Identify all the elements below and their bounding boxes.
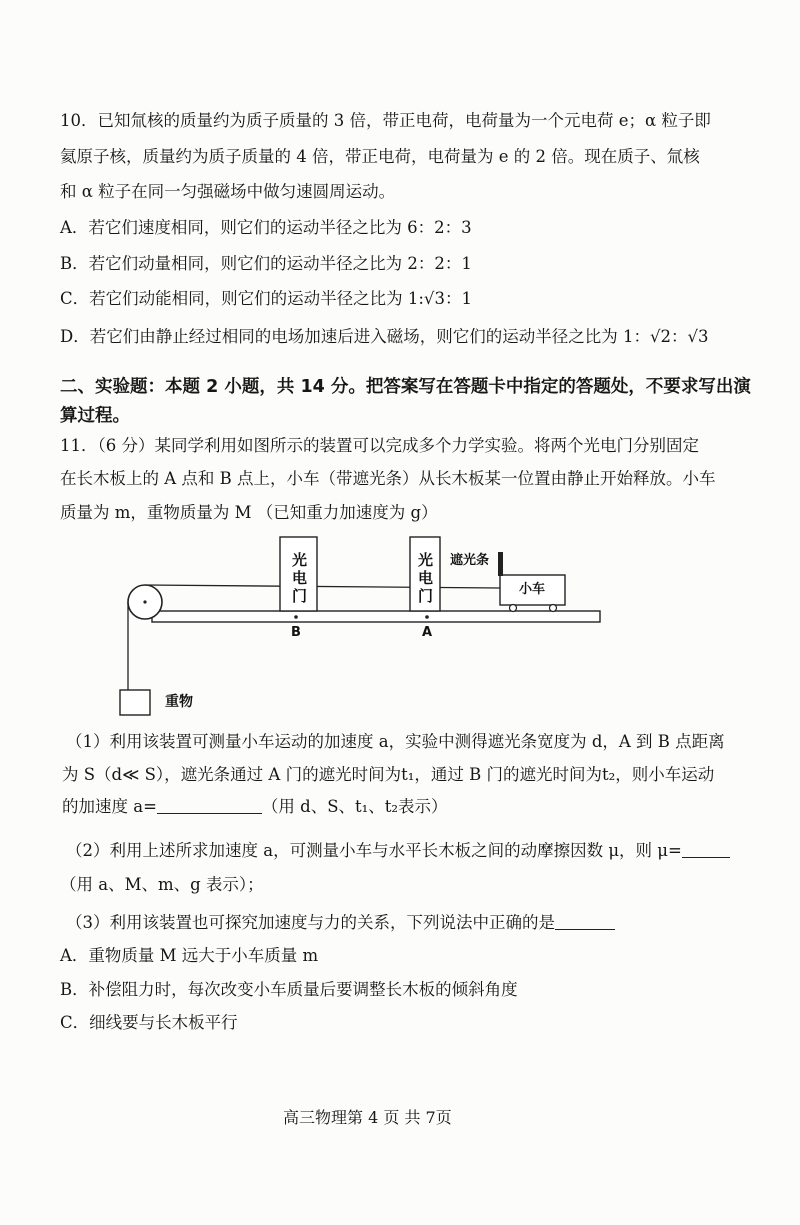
apparatus-figure bbox=[100, 528, 620, 723]
option-label: A． bbox=[60, 218, 89, 237]
point-a-dot bbox=[425, 615, 429, 619]
q10-option-d bbox=[60, 327, 709, 347]
q11-part2-line bbox=[66, 841, 730, 861]
option-label: C． bbox=[60, 1013, 90, 1032]
answer-hint: （用 d、S、t₁、t₂表示） bbox=[261, 797, 448, 816]
q11-stem-line: 在长木板上的 A 点和 B 点上，小车（带遮光条）从长木板某一位置由静止开始释放。小车 bbox=[60, 469, 716, 488]
option-label: B． bbox=[60, 980, 89, 999]
cart-wheel-rear bbox=[510, 605, 517, 612]
q11-part3-line bbox=[66, 913, 615, 933]
q10-option-b bbox=[60, 254, 472, 274]
option-text: 若它们速度相同，则它们的运动半径之比为 6：2：3 bbox=[88, 218, 472, 237]
q11-part3-option-a bbox=[60, 946, 318, 966]
upper-string bbox=[145, 585, 500, 588]
long-board bbox=[152, 611, 600, 622]
option-text: 若它们动能相同，则它们的运动半径之比为 1:√3：1 bbox=[89, 289, 472, 308]
cart-wheel-front bbox=[550, 605, 557, 612]
option-text: 若它们动量相同，则它们的运动半径之比为 2：2：1 bbox=[88, 254, 472, 273]
option-label: C． bbox=[60, 289, 90, 308]
shading-strip bbox=[498, 552, 503, 576]
q11-part3-option-c bbox=[60, 1013, 238, 1033]
option-label: D． bbox=[60, 327, 90, 346]
option-label: A． bbox=[60, 946, 89, 965]
option-text: 补偿阻力时，每次改变小车质量后要调整长木板的倾斜角度 bbox=[88, 980, 518, 999]
shading-strip-label: 遮光条 bbox=[450, 553, 490, 568]
question-text: （2）利用上述所求加速度 a，可测量小车与水平长木板之间的动摩擦因数 μ，则 μ= bbox=[66, 841, 682, 860]
q11-part3-option-b bbox=[60, 980, 518, 1000]
q10-stem-line: 和 α 粒子在同一匀强磁场中做匀速圆周运动。 bbox=[60, 182, 396, 201]
option-label: B． bbox=[60, 254, 89, 273]
q11-part1-answer-line bbox=[62, 797, 448, 817]
answer-blank bbox=[682, 843, 730, 858]
pulley-axle bbox=[143, 600, 146, 603]
answer-blank bbox=[157, 799, 262, 814]
q10-option-a bbox=[60, 218, 472, 238]
option-text: 细线要与长木板平行 bbox=[89, 1013, 238, 1032]
q10-option-c bbox=[60, 289, 472, 309]
q10-stem-line: 氦原子核，质量约为质子质量的 4 倍，带正电荷，电荷量为 e 的 2 倍。现在质子、氚核 bbox=[60, 147, 700, 166]
q11-part2-hint: （用 a、M、m、g 表示）； bbox=[60, 875, 264, 894]
answer-blank bbox=[555, 915, 615, 930]
option-text: 若它们由静止经过相同的电场加速后进入磁场，则它们的运动半径之比为 1：√2：√3 bbox=[89, 327, 709, 346]
q10-stem-line: 10．已知氚核的质量约为质子质量的 3 倍，带正电荷，电荷量为一个元电荷 e；α 粒子即 bbox=[60, 111, 711, 130]
section-heading: 二、实验题：本题 2 小题，共 14 分。把答案写在答题卡中指定的答题处，不要求写出演 bbox=[60, 377, 751, 397]
point-b-label: B bbox=[291, 625, 301, 640]
gate-b-label: 光电门 bbox=[290, 552, 308, 606]
q11-part1-line: 为 S（d≪ S），遮光条通过 A 门的遮光时间为t₁，通过 B 门的遮光时间为t₂，则小车运动 bbox=[62, 765, 715, 784]
q11-stem-line: 11．（6 分）某同学利用如图所示的装置可以完成多个力学实验。将两个光电门分别固定 bbox=[60, 436, 699, 455]
gate-a-label: 光电门 bbox=[416, 552, 434, 606]
point-a-label: A bbox=[422, 625, 433, 640]
weight-label: 重物 bbox=[165, 694, 193, 710]
q11-stem-line: 质量为 m，重物质量为 M （已知重力加速度为 g） bbox=[60, 503, 438, 522]
q11-part1-line: （1）利用该装置可测量小车运动的加速度 a，实验中测得遮光条宽度为 d，A 到 B 点距离 bbox=[66, 732, 725, 751]
page-footer: 高三物理第 4 页 共 7页 bbox=[283, 1108, 452, 1127]
option-text: 重物质量 M 远大于小车质量 m bbox=[88, 946, 319, 965]
cart-label: 小车 bbox=[519, 582, 546, 597]
point-b-dot bbox=[294, 615, 298, 619]
answer-prefix: 的加速度 a= bbox=[62, 797, 157, 816]
question-text: （3）利用该装置也可探究加速度与力的关系，下列说法中正确的是 bbox=[66, 913, 555, 932]
section-heading: 算过程。 bbox=[60, 406, 130, 426]
weight-block bbox=[120, 690, 150, 715]
